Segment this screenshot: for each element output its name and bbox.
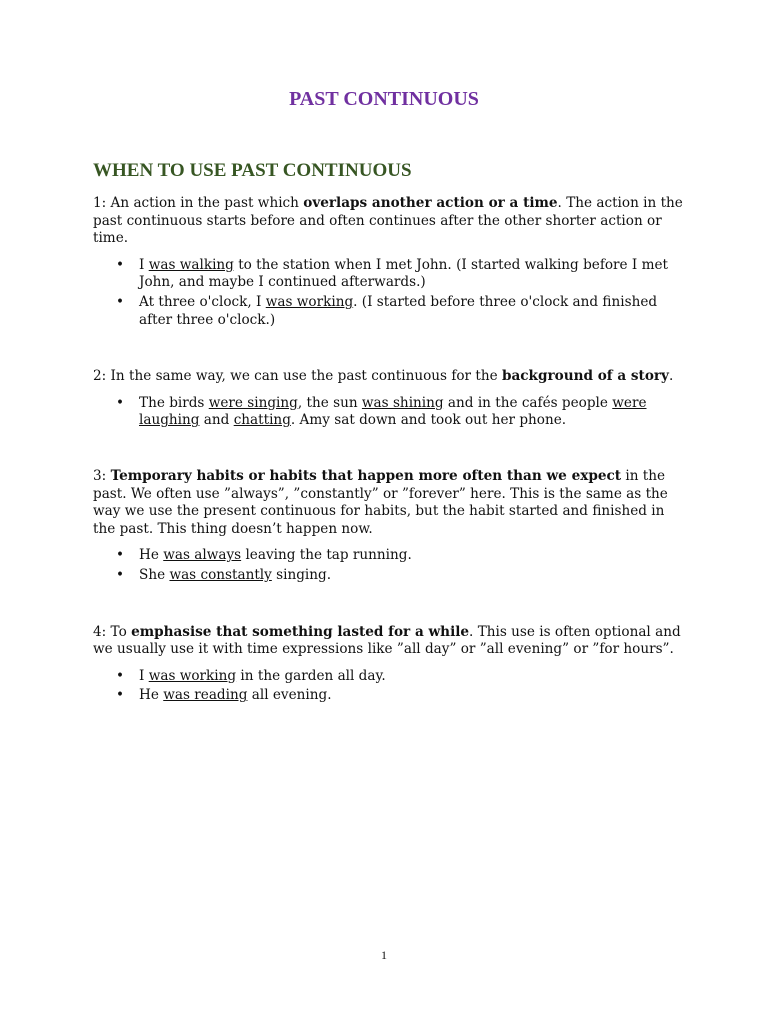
verb-phrase: were laughing: [139, 394, 647, 429]
rule-text: .: [668, 368, 674, 385]
rule-emphasis: overlaps another action or a time: [303, 195, 558, 211]
example-text: , the sun: [297, 394, 362, 411]
rule-text: . The action in the past continuous starts before and often continues after the other shorter action or time.: [93, 195, 683, 247]
example-item: [139, 294, 683, 329]
example-text: . Amy sat down and took out her phone.: [290, 412, 567, 429]
verb-phrase: was shining: [361, 394, 444, 411]
rule-4-paragraph: [93, 624, 683, 659]
rule-2-paragraph: [93, 368, 683, 386]
example-text: He: [139, 687, 164, 704]
rule-4-examples: [93, 668, 683, 705]
example-text: and in the cafés people: [443, 394, 613, 411]
example-text: all evening.: [247, 687, 332, 704]
verb-phrase: was working: [265, 293, 354, 310]
verb-phrase: was always: [163, 547, 242, 564]
spacer: [93, 432, 683, 468]
example-text: . (I started before three o'clock and finished after three o'clock.): [139, 293, 658, 328]
page-number: 1: [381, 948, 387, 962]
verb-phrase: was reading: [163, 687, 248, 704]
example-item: [139, 668, 683, 686]
rule-number: 2:: [93, 368, 107, 385]
rule-3-examples: [93, 547, 683, 584]
rule-3-paragraph: [93, 468, 683, 538]
rule-text: In the same way, we can use the past continuous for the: [106, 368, 502, 385]
example-item: [139, 395, 683, 430]
rule-emphasis: emphasise that something lasted for a while: [131, 623, 470, 640]
rule-number: 3:: [93, 467, 107, 484]
rule-text: . This use is often optional and we usually use it with time expressions like ”all day” or ”all evening” or ”for hours”.: [93, 623, 681, 658]
verb-phrase: chatting: [233, 412, 291, 429]
document-body: [93, 195, 683, 707]
section-heading: WHEN TO USE PAST CONTINUOUS: [93, 160, 412, 181]
example-text: to the station when I met John. (I started walking before I met John, and maybe I continued afterwards.): [139, 256, 668, 291]
example-item: [139, 257, 683, 292]
rule-text: An action in the past which: [106, 195, 304, 211]
page-title: PAST CONTINUOUS: [289, 88, 479, 110]
example-text: She: [139, 566, 170, 583]
verb-phrase: was working: [148, 667, 237, 684]
example-text: I: [139, 667, 149, 684]
example-text: I: [139, 256, 149, 273]
example-text: The birds: [139, 394, 209, 411]
example-text: singing.: [271, 566, 332, 583]
spacer: [93, 587, 683, 624]
example-text: He: [139, 547, 164, 564]
example-item: [139, 687, 683, 705]
example-text: At three o'clock, I: [139, 293, 266, 310]
rule-number: 1:: [93, 195, 107, 211]
example-text: and: [199, 412, 234, 429]
rule-text: in the past. We often use ”always”, ”constantly” or ”forever” here. This is the same as the way we use the present continuous for habits, but the habit started and finished in the past. This thing doesn’t happen now.: [93, 467, 668, 537]
example-item: [139, 547, 683, 565]
rule-2-examples: [93, 395, 683, 430]
rule-emphasis: Temporary habits or habits that happen more often than we expect: [110, 467, 622, 484]
example-text: in the garden all day.: [236, 667, 386, 684]
verb-phrase: was walking: [148, 256, 234, 273]
example-text: leaving the tap running.: [241, 547, 412, 564]
rule-number: 4:: [93, 623, 107, 640]
rule-1-paragraph: [93, 195, 683, 248]
rule-emphasis: background of a story: [501, 368, 669, 385]
example-item: [139, 567, 683, 585]
verb-phrase: was constantly: [169, 566, 272, 583]
spacer: [93, 331, 683, 368]
rule-1-examples: [93, 257, 683, 329]
rule-text: To: [106, 623, 132, 640]
verb-phrase: were singing: [208, 394, 298, 411]
